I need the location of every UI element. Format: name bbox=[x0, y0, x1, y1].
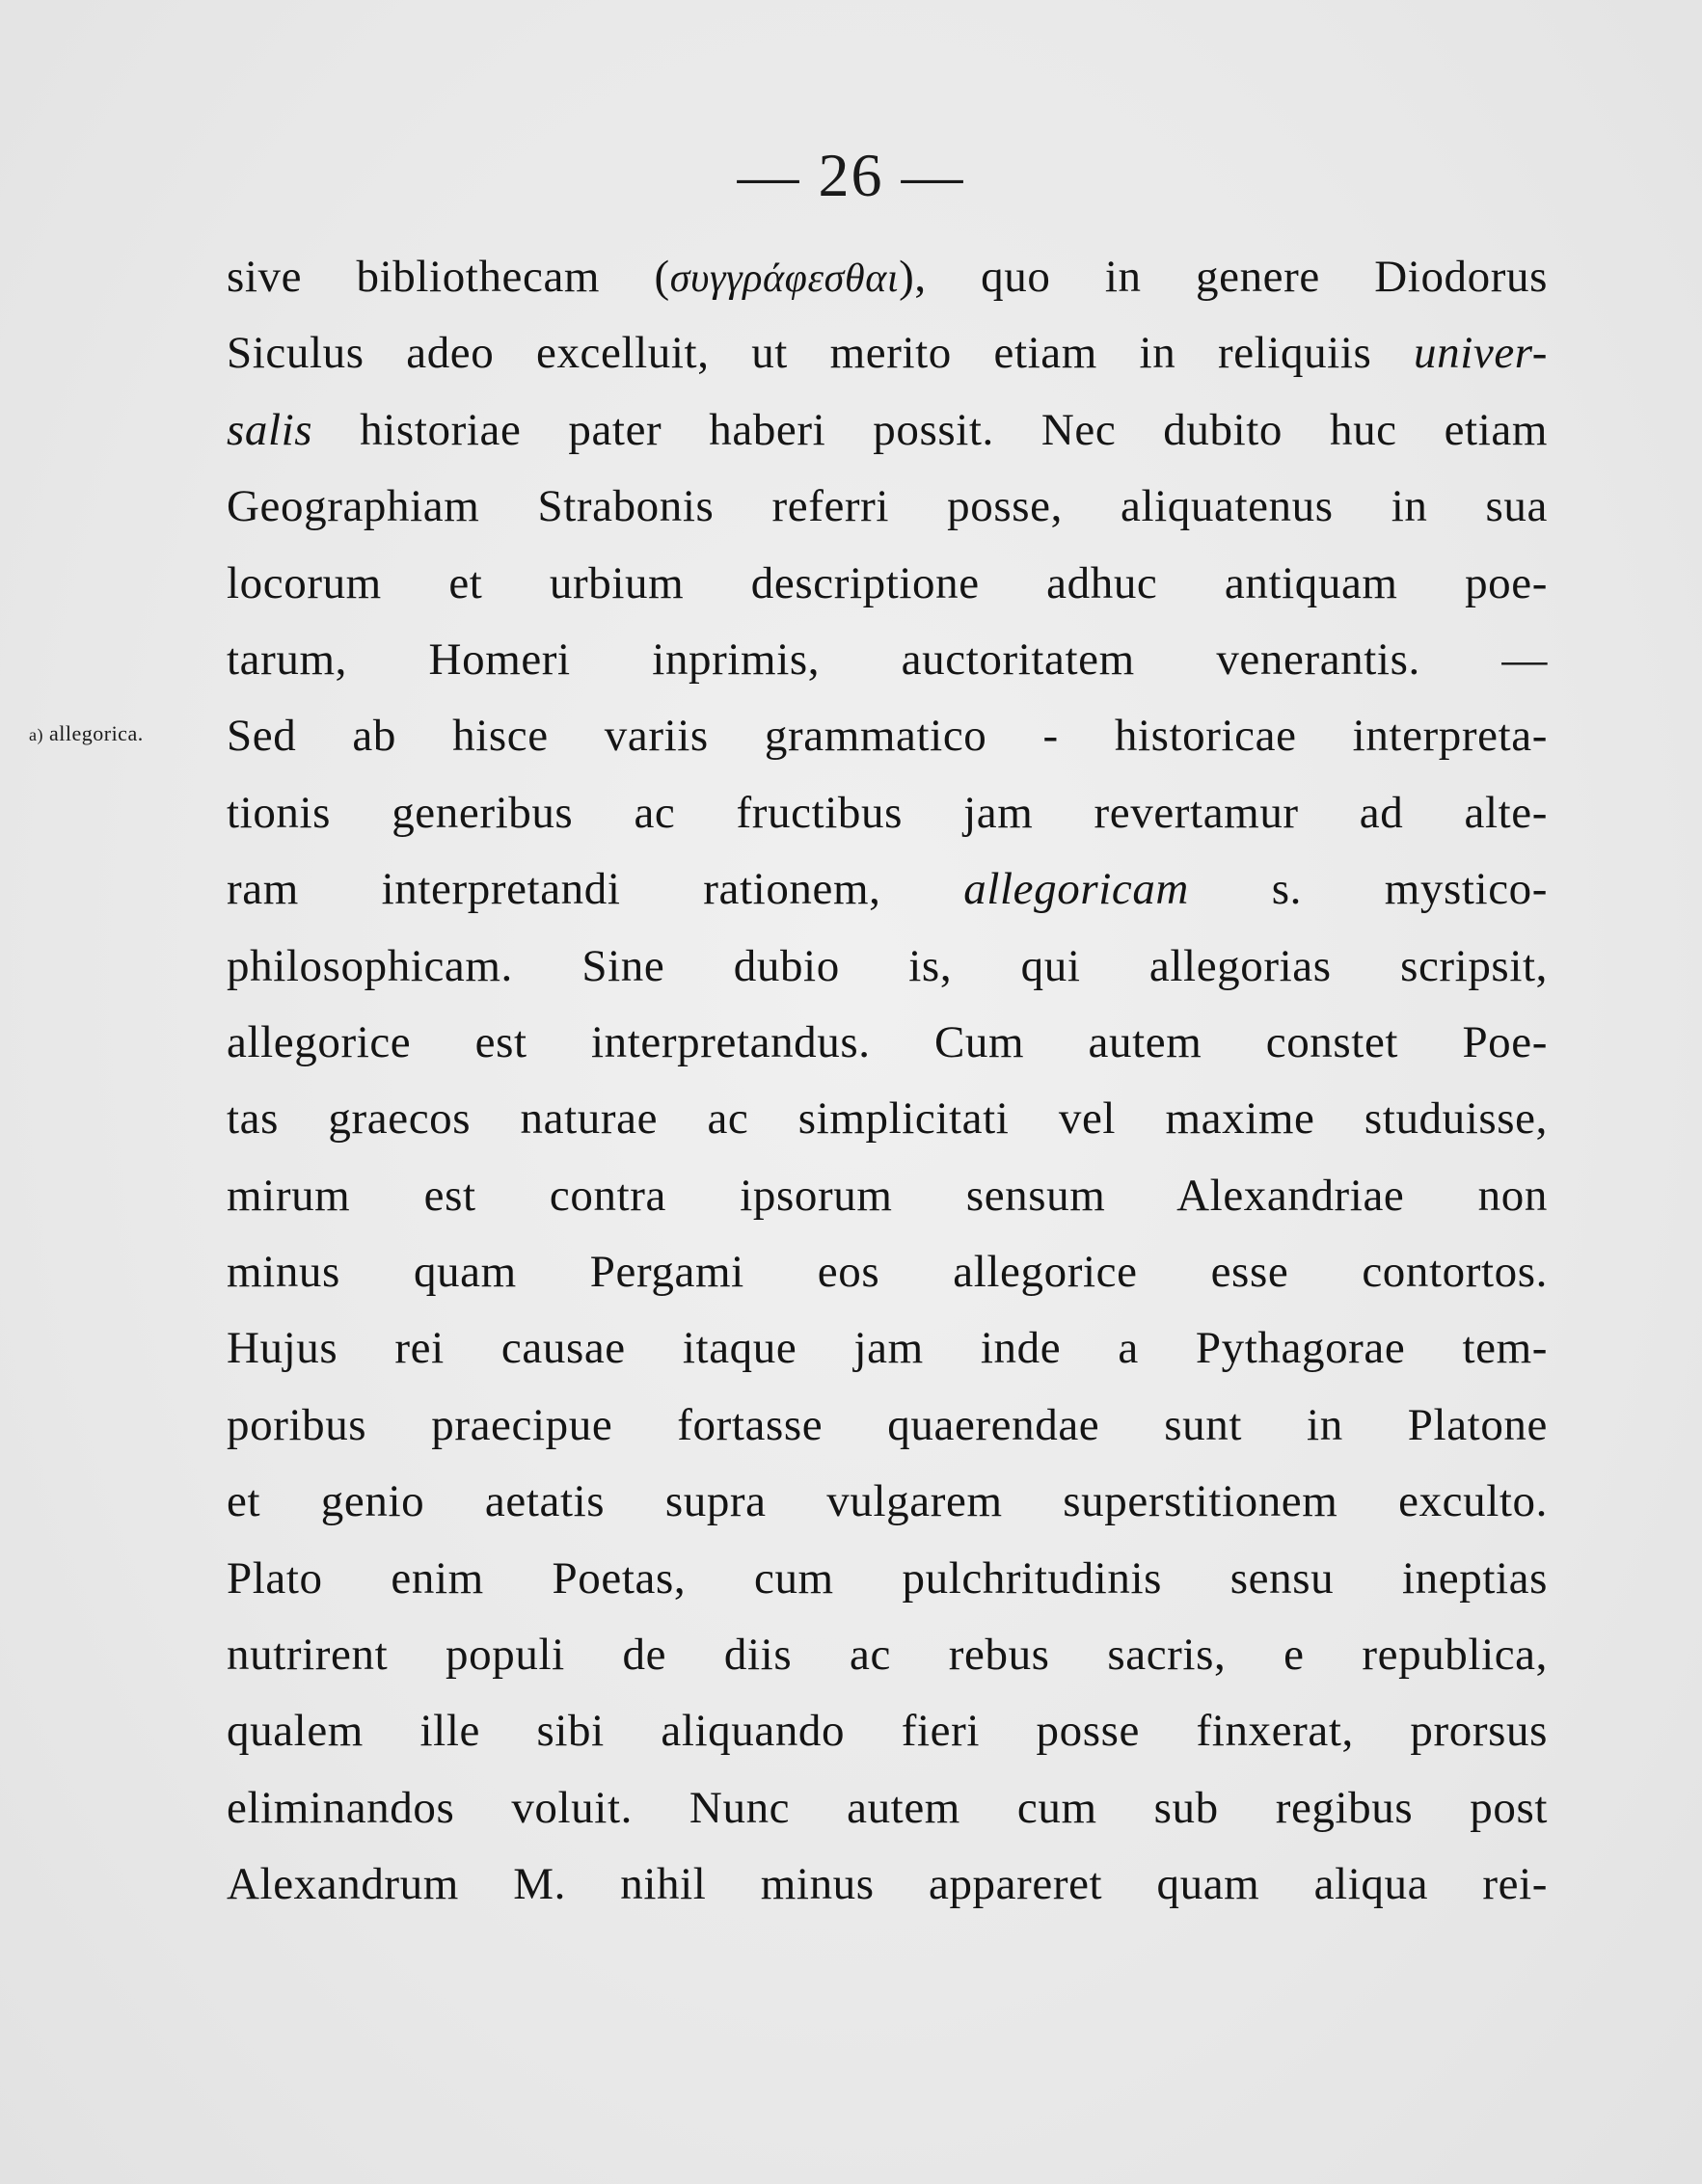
text-segment: tarum, Homeri inprimis, auctoritatem venerantis. — bbox=[227, 634, 1548, 685]
text-segment: allegoricam bbox=[963, 864, 1189, 915]
margin-note-text: allegorica. bbox=[48, 721, 144, 745]
text-line bbox=[227, 929, 1548, 1005]
text-line bbox=[227, 1464, 1548, 1540]
text-line bbox=[227, 1005, 1548, 1081]
text-segment: συγγράφεσθαι bbox=[669, 256, 900, 301]
text-line bbox=[227, 622, 1548, 698]
text-segment: et genio aetatis supra vulgarem superstitionem exculto. bbox=[227, 1476, 1548, 1527]
text-line bbox=[227, 775, 1548, 851]
text-line bbox=[227, 469, 1548, 545]
text-segment: tionis generibus ac fructibus jam revertamur ad alte- bbox=[227, 787, 1548, 838]
text-line bbox=[227, 1158, 1548, 1234]
text-line bbox=[227, 1081, 1548, 1157]
text-segment: eliminandos voluit. Nunc autem cum sub regibus post bbox=[227, 1782, 1548, 1833]
text-segment: historiae pater haberi possit. Nec dubito huc etiam bbox=[312, 404, 1548, 455]
text-segment: univer- bbox=[1414, 328, 1548, 379]
text-segment: Siculus adeo excelluit, ut merito etiam in reliquiis bbox=[227, 328, 1415, 379]
text-segment: Sed ab hisce variis grammatico - historicae interpreta- bbox=[227, 711, 1548, 762]
text-segment: allegorice est interpretandus. Cum autem constet Poe- bbox=[227, 1016, 1548, 1067]
text-segment: nutrirent populi de diis ac rebus sacris, e republica, bbox=[227, 1630, 1548, 1681]
text-line bbox=[227, 1770, 1548, 1847]
text-segment: poribus praecipue fortasse quaerendae sunt in Platone bbox=[227, 1399, 1548, 1450]
text-line bbox=[227, 392, 1548, 469]
text-line bbox=[227, 1310, 1548, 1387]
text-line bbox=[227, 1847, 1548, 1923]
text-line bbox=[227, 1693, 1548, 1769]
text-segment: salis bbox=[227, 404, 313, 455]
margin-note bbox=[29, 721, 144, 746]
text-line bbox=[227, 698, 1548, 774]
body-text bbox=[227, 239, 1548, 1924]
text-line bbox=[227, 1388, 1548, 1464]
margin-note-marker: a) bbox=[29, 725, 43, 744]
text-segment: Hujus rei causae itaque jam inde a Pythagorae tem- bbox=[227, 1323, 1548, 1374]
text-line bbox=[227, 1541, 1548, 1617]
text-line bbox=[227, 239, 1548, 315]
page-number: — 26 — bbox=[737, 141, 965, 209]
text-line bbox=[227, 1234, 1548, 1310]
text-segment: Alexandrum M. nihil minus appareret quam aliqua rei- bbox=[227, 1859, 1548, 1910]
text-segment: ram interpretandi rationem, bbox=[227, 864, 964, 915]
text-line bbox=[227, 1617, 1548, 1693]
text-segment: mirum est contra ipsorum sensum Alexandriae non bbox=[227, 1170, 1548, 1221]
text-segment: qualem ille sibi aliquando fieri posse finxerat, prorsus bbox=[227, 1706, 1548, 1757]
text-segment: Geographiam Strabonis referri posse, aliquatenus in sua bbox=[227, 481, 1548, 532]
text-segment: philosophicam. Sine dubio is, qui allegorias scripsit, bbox=[227, 940, 1548, 991]
text-line bbox=[227, 546, 1548, 622]
text-segment: s. mystico- bbox=[1188, 864, 1549, 915]
text-segment: locorum et urbium descriptione adhuc antiquam poe- bbox=[227, 557, 1548, 608]
text-segment: sive bibliothecam ( bbox=[227, 252, 670, 302]
text-segment: tas graecos naturae ac simplicitati vel maxime studuisse, bbox=[227, 1093, 1548, 1145]
text-segment: Plato enim Poetas, cum pulchritudinis sensu ineptias bbox=[227, 1552, 1548, 1604]
text-segment: ), quo in genere Diodorus bbox=[899, 252, 1548, 302]
text-line bbox=[227, 315, 1548, 391]
text-segment: minus quam Pergami eos allegorice esse contortos. bbox=[227, 1247, 1548, 1298]
text-line bbox=[227, 851, 1548, 928]
